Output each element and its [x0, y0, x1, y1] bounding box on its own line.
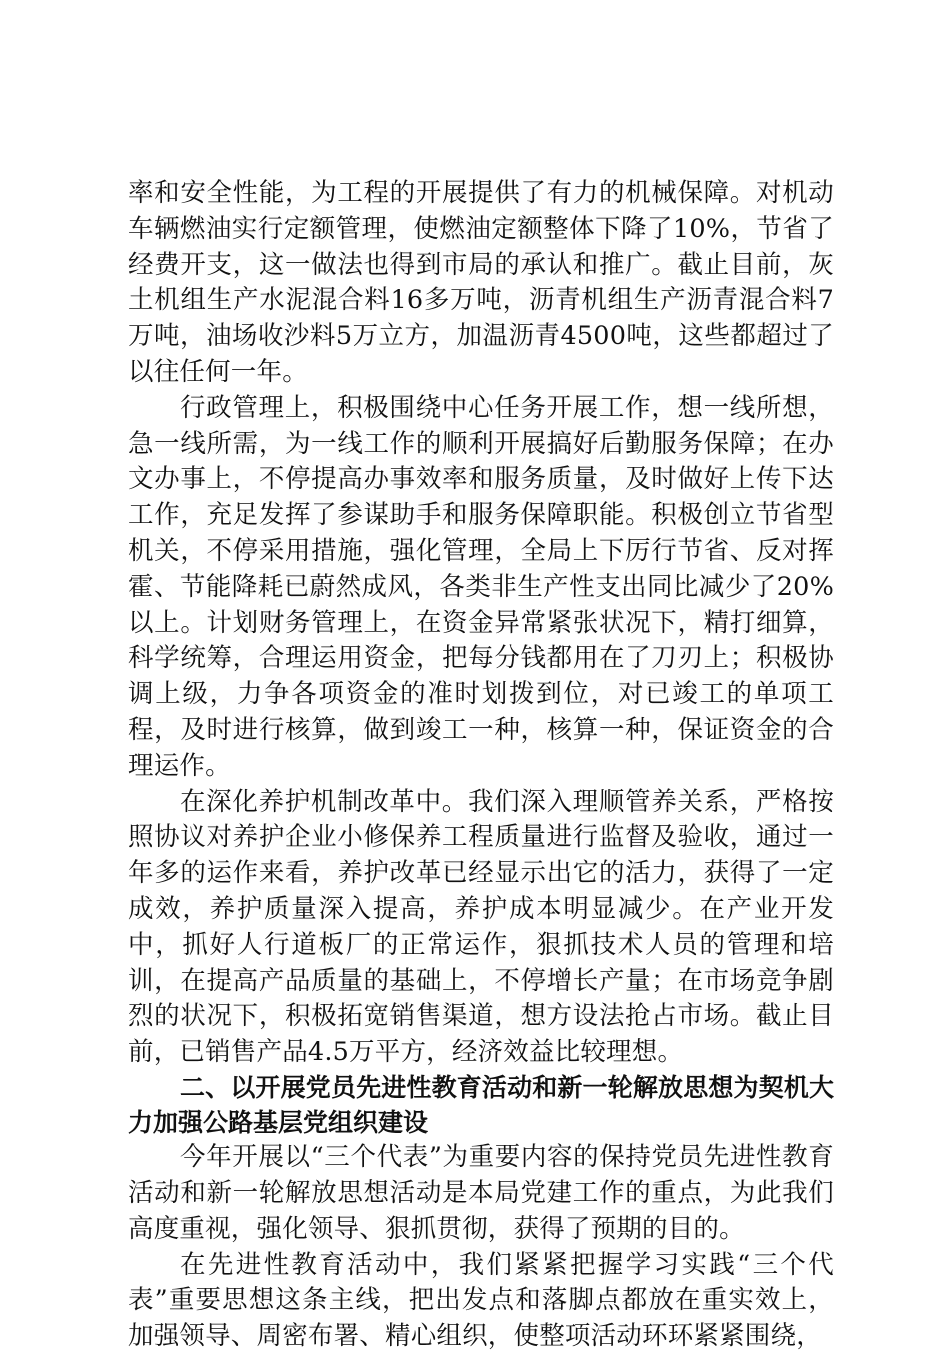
paragraph-administration: 行政管理上，积极围绕中心任务开展工作，想一线所想，急一线所需，为一线工作的顺利开展搞好后勤服务保障；在办文办事上，不停提高办事效率和服务质量，及时做好上传下达工作，充足发挥了参谋助手和服务保障职能。积极创立节省型机关，不停采用措施，强化管理，全局上下厉行节省、反对挥霍、节能降耗已蔚然成风，各类非生产性支出同比减少了20%以上。计划财务管理上，在资金异常紧张状况下，精打细算，科学统筹，合理运用资金，把每分钱都用在了刀刃上；积极协调上级，力争各项资金的准时划拨到位，对已竣工的单项工程，及时进行核算，做到竣工一种，核算一种，保证资金的合理运作。 [128, 392, 834, 781]
paragraph-maintenance-reform: 在深化养护机制改革中。我们深入理顺管养关系，严格按照协议对养护企业小修保养工程质量进行监督及验收，通过一年多的运作来看，养护改革已经显示出它的活力，获得了一定成效，养护质量深入提高，养护成本明显减少。在产业开发中，抓好人行道板厂的正常运作，狠抓技术人员的管理和培训，在提高产品质量的基础上，不停增长产量；在市场竞争剧烈的状况下，积极拓宽销售渠道，想方设法抢占市场。截止目前，已销售产品4.5万平方，经济效益比较理想。 [128, 786, 834, 1068]
paragraph-education-activity: 今年开展以“三个代表”为重要内容的保持党员先进性教育活动和新一轮解放思想活动是本局党建工作的重点，为此我们高度重视，强化领导、狠抓贯彻，获得了预期的目的。 [128, 1142, 834, 1244]
paragraph-machinery: 率和安全性能，为工程的开展提供了有力的机械保障。对机动车辆燃油实行定额管理，使燃油定额整体下降了10%，节省了经费开支，这一做法也得到市局的承认和推广。截止目前，灰土机组生产水泥混合料16多万吨，沥青机组生产沥青混合料7万吨，油场收沙料5万立方，加温沥青4500吨，这些都超过了以往任何一年。 [128, 178, 834, 387]
paragraph-three-represents: 在先进性教育活动中，我们紧紧把握学习实践“三个代表”重要思想这条主线，把出发点和落脚点都放在重实效上，加强领导、周密布署、精心组织，使整项活动环环紧紧围绕， [128, 1249, 834, 1352]
document-page [128, 176, 834, 1355]
section-heading-party-building: 二、以开展党员先进性教育活动和新一轮解放思想为契机大力加强公路基层党组织建设 [128, 1072, 834, 1137]
